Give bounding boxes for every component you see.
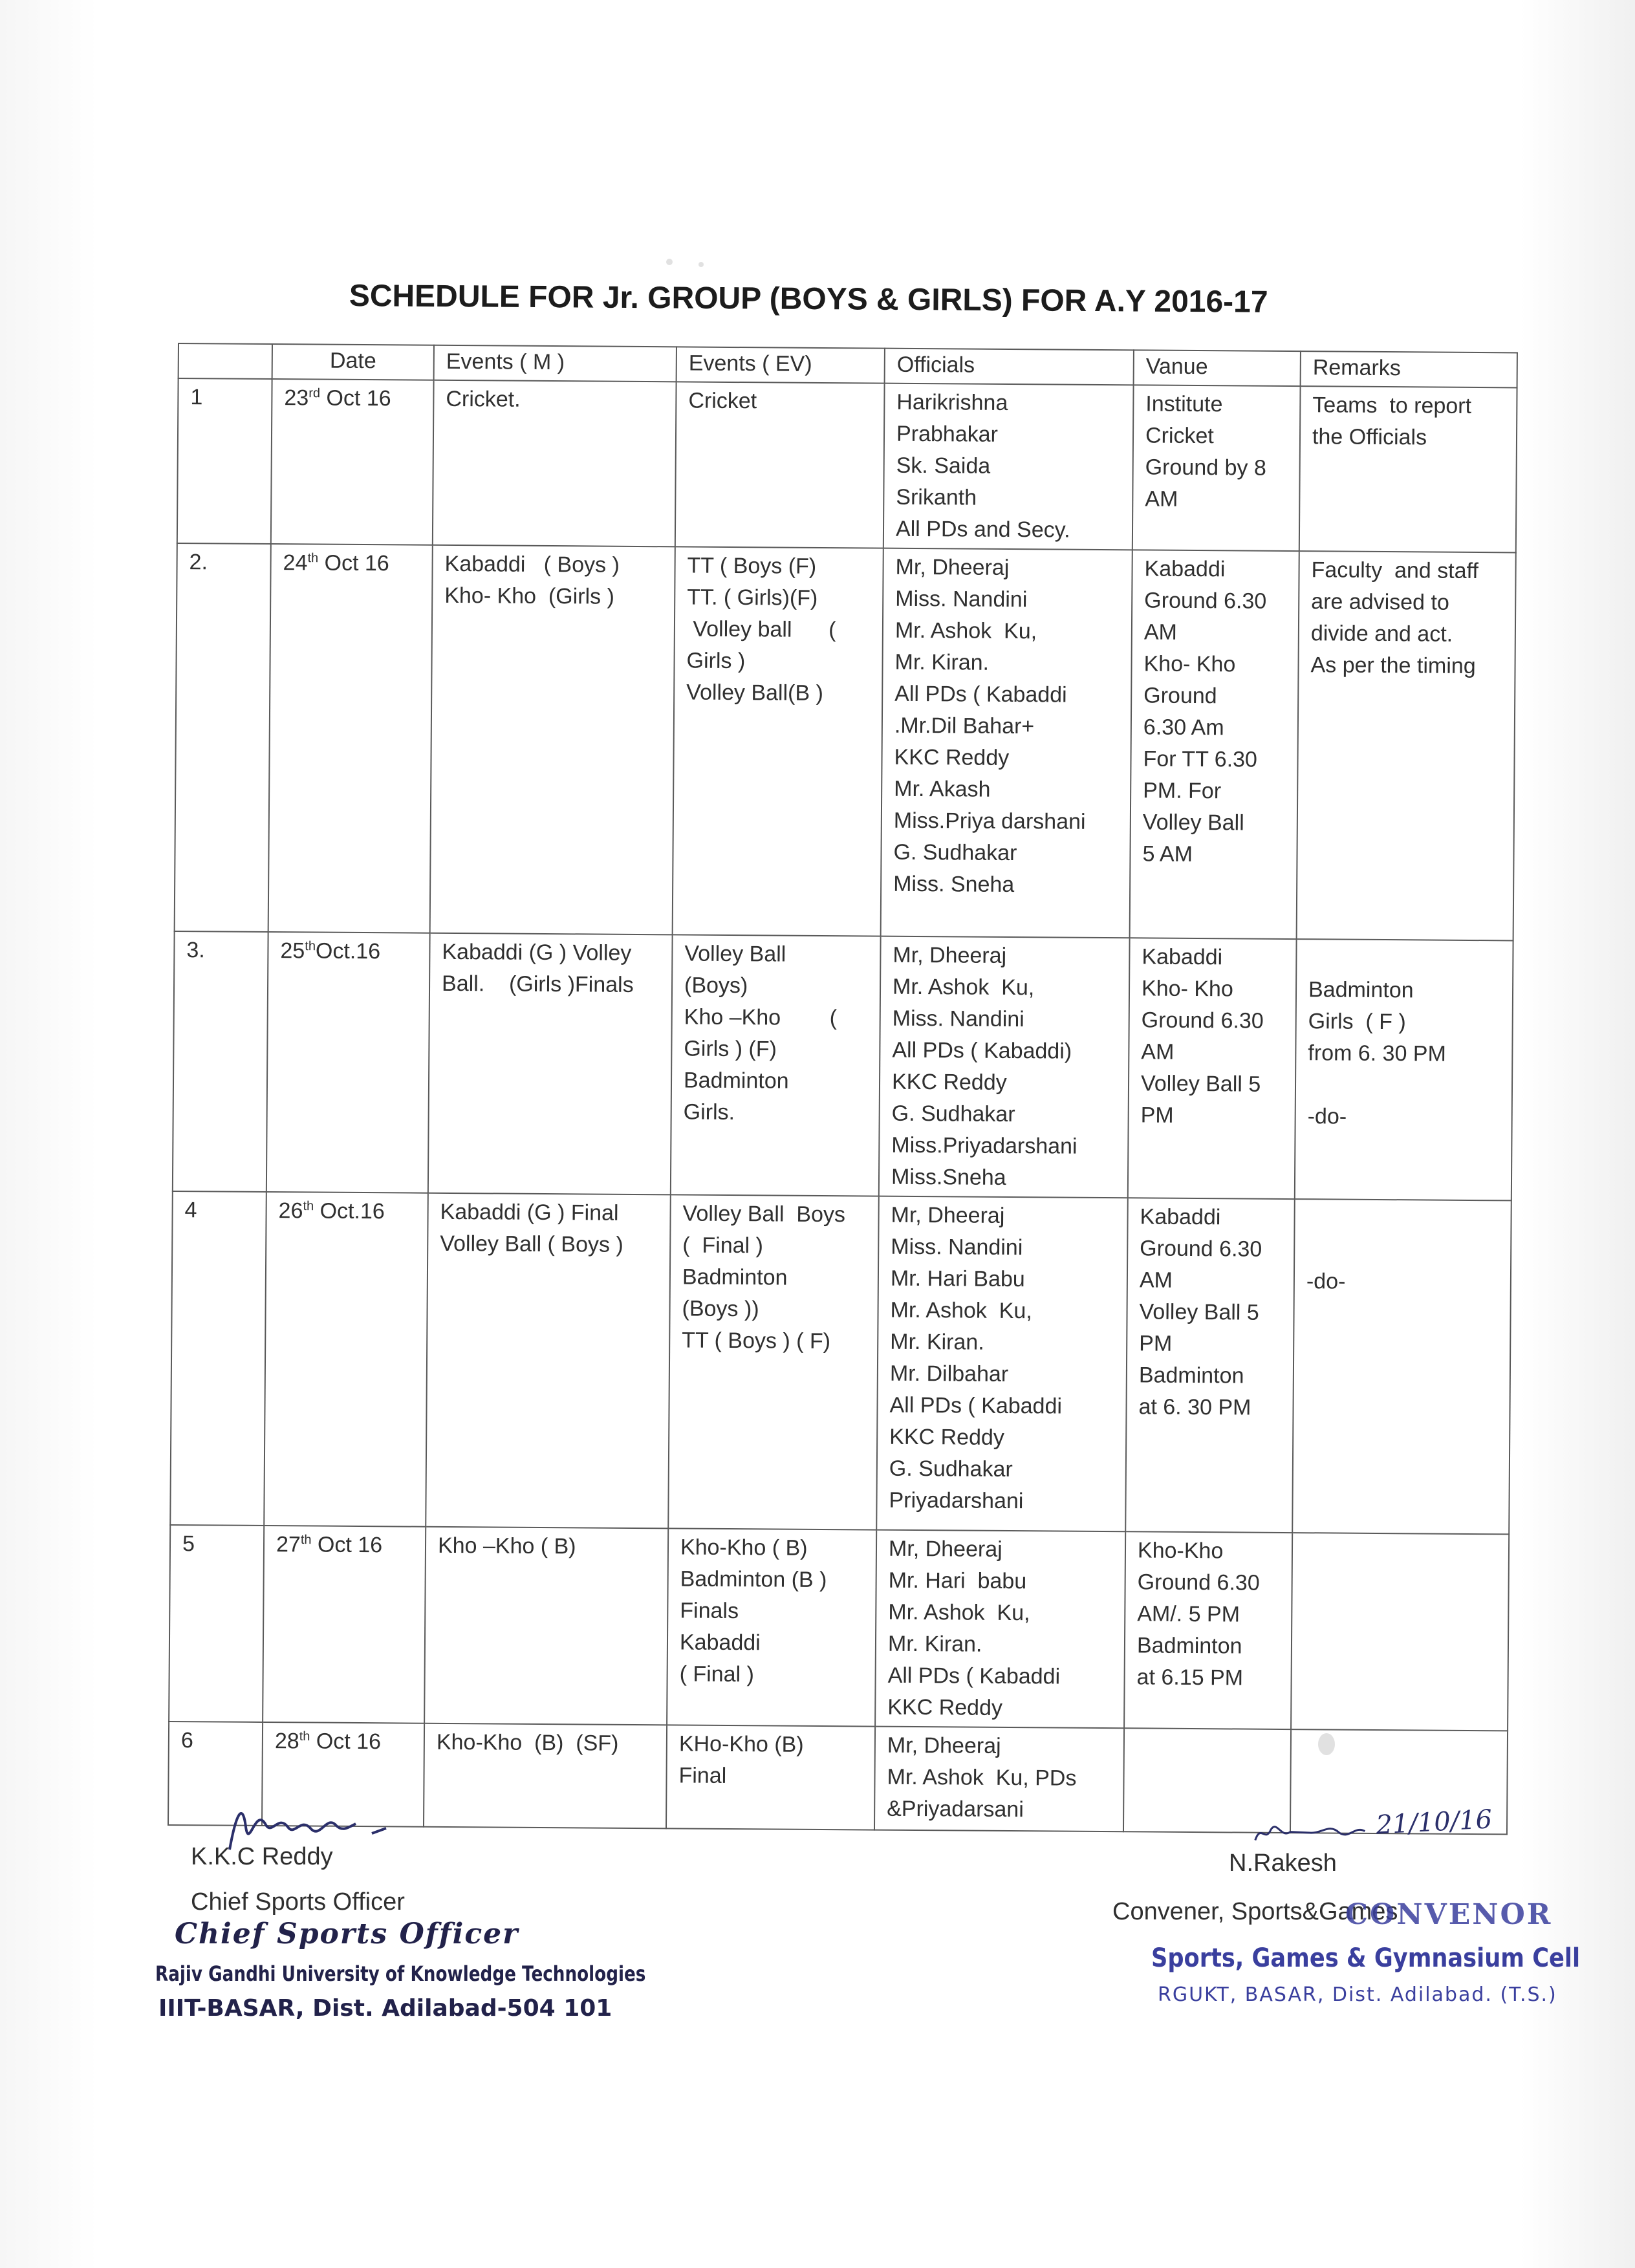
signature-n-rakesh: [1251, 1811, 1369, 1850]
cell-line: Mr. Akash: [894, 776, 991, 802]
cell-line: at 6. 30 PM: [1138, 1394, 1251, 1420]
date-suffix: th: [307, 551, 319, 566]
cell-date: [263, 1526, 426, 1723]
cell-line: Mr, Dheeraj: [893, 942, 1007, 968]
cell-events-m: [424, 1527, 668, 1725]
cell-line: divide and act.: [1310, 621, 1453, 647]
header-venue: Vanue: [1134, 350, 1301, 386]
cell-line: Kho- Kho (Girls ): [444, 583, 615, 609]
cell-line: As per the timing: [1310, 653, 1476, 679]
cell-officials: [876, 1196, 1128, 1532]
cell-date: [268, 544, 433, 933]
cell-line: G. Sudhakar: [889, 1456, 1013, 1482]
cell-events-m: [430, 545, 675, 935]
cell-line: All PDs ( Kabaddi: [894, 681, 1067, 707]
cell-line: [1308, 942, 1500, 975]
cell-remarks: [1297, 551, 1516, 940]
cell-line: Badminton: [683, 1068, 789, 1094]
cell-line: Teams to report: [1312, 393, 1472, 418]
cell-line: (Boys )): [682, 1296, 759, 1322]
cell-line: Mr. Ashok Ku,: [892, 974, 1035, 1000]
cell-line: &Priyadarsani: [887, 1796, 1024, 1822]
date-suffix: th: [299, 1729, 310, 1744]
cell-line: the Officials: [1312, 424, 1427, 450]
cell-line: Girls.: [683, 1099, 735, 1125]
date-month-year: Oct 16: [318, 550, 389, 576]
cell-line: Kho –Kho (: [684, 1004, 838, 1031]
cell-line: Kho-Kho (B) (SF): [436, 1729, 619, 1756]
date-day: 26: [278, 1198, 303, 1224]
cell-line: AM: [1141, 1039, 1175, 1064]
cell-events-m: [426, 1193, 671, 1529]
header-events-ev: Events ( EV): [677, 347, 885, 383]
cell-officials: [881, 548, 1132, 938]
cell-line: AM: [1139, 1268, 1173, 1293]
cell-remarks: [1291, 1533, 1509, 1731]
cell-line: Mr. Ashok Ku,: [894, 618, 1037, 644]
cell-line: Kabaddi (G ) Volley: [442, 939, 632, 966]
cell-line: For TT 6.30: [1143, 746, 1258, 772]
cell-line: Mr, Dheeraj: [887, 1733, 1001, 1758]
cell-date: [266, 932, 430, 1193]
cell-venue: [1132, 385, 1301, 551]
signatory-right-name: N.Rakesh: [1229, 1850, 1337, 1877]
cell-line: Ground 6.30: [1140, 1236, 1262, 1262]
header-events-m: Events ( M ): [434, 345, 677, 382]
cell-sno: 3.: [173, 931, 268, 1192]
cell-line: All PDs ( Kabaddi: [889, 1392, 1063, 1419]
cell-line: All PDs and Secy.: [895, 516, 1070, 543]
cell-line: -do-: [1307, 1104, 1347, 1129]
cell-line: G. Sudhakar: [893, 839, 1017, 866]
header-sno: [179, 343, 272, 379]
cell-line: Kho- Kho: [1143, 651, 1236, 677]
cell-line: KKC Reddy: [887, 1694, 1003, 1720]
table-row: [175, 543, 1516, 940]
cell-line: Faculty and staff: [1311, 557, 1479, 584]
cell-line: G. Sudhakar: [891, 1101, 1015, 1127]
cell-line: PM: [1140, 1103, 1174, 1128]
cell-sno: 5: [169, 1525, 264, 1722]
cell-events-ev: [667, 1528, 876, 1726]
cell-line: Institute: [1145, 391, 1223, 417]
cell-line: Final: [678, 1763, 727, 1788]
schedule-table: [168, 343, 1518, 1835]
cell-line: Mr, Dheeraj: [888, 1536, 1002, 1562]
cell-line: Mr. Hari Babu: [890, 1266, 1025, 1292]
cell-line: All PDs ( Kabaddi): [892, 1037, 1072, 1064]
cell-line: (Boys): [684, 973, 748, 999]
cell-line: Sk. Saida: [896, 453, 991, 479]
cell-line: Kho-Kho ( B): [680, 1535, 808, 1561]
cell-remarks: [1295, 939, 1513, 1200]
cell-line: KKC Reddy: [894, 744, 1010, 770]
table-row: [170, 1191, 1511, 1534]
date-month-year: Oct.16: [315, 938, 381, 964]
header-officials: Officials: [885, 349, 1134, 385]
cell-line: Mr. Ashok Ku,: [888, 1599, 1030, 1626]
cell-line: Girls ): [686, 648, 746, 674]
cell-line: Kho –Kho ( B): [437, 1533, 576, 1559]
cell-sno: 2.: [175, 543, 271, 932]
date-day: 24: [283, 550, 308, 576]
cell-line: TT. ( Girls)(F): [687, 585, 818, 610]
cell-sno: 4: [170, 1191, 266, 1526]
cell-line: Ball. (Girls )Finals: [441, 971, 634, 997]
cell-events-ev: [671, 934, 881, 1196]
cell-sno: 6: [168, 1722, 263, 1826]
cell-line: Kho- Kho: [1141, 976, 1233, 1002]
date-day: 25: [280, 938, 305, 964]
cell-line: Mr. Dilbahar: [889, 1361, 1009, 1387]
cell-line: Mr. Kiran.: [894, 649, 990, 675]
cell-officials: [879, 936, 1130, 1198]
cell-line: Srikanth: [896, 484, 977, 510]
cell-line: Miss. Sneha: [893, 871, 1015, 898]
date-day: 28: [274, 1729, 299, 1754]
cell-line: Mr. Kiran.: [890, 1329, 984, 1355]
cell-line: Ground 6.30: [1144, 588, 1267, 614]
cell-line: Priyadarshani: [889, 1487, 1024, 1514]
cell-venue: [1124, 1531, 1292, 1729]
table-row: [169, 1525, 1509, 1731]
cell-line: Girls ( F ): [1308, 1009, 1406, 1035]
table-body: [168, 378, 1517, 1834]
header-remarks: Remarks: [1301, 351, 1517, 387]
cell-line: Miss.Sneha: [891, 1164, 1006, 1190]
cell-line: Kabaddi: [1142, 944, 1223, 970]
cell-line: Mr. Ashok Ku, PDs: [887, 1764, 1077, 1791]
cell-line: Girls ) (F): [684, 1036, 777, 1062]
cell-line: Finals: [680, 1598, 739, 1624]
cell-line: Volley Ball ( Boys ): [440, 1231, 623, 1257]
cell-events-ev: [673, 546, 883, 936]
cell-line: Kabaddi (G ) Final: [440, 1199, 619, 1226]
cell-line: 6.30 Am: [1143, 715, 1224, 740]
cell-line: Volley Ball Boys: [682, 1201, 846, 1227]
date-suffix: rd: [309, 386, 321, 401]
cell-events-ev: [675, 382, 885, 548]
cell-events-ev: [668, 1194, 879, 1529]
cell-line: Kabaddi: [1144, 556, 1226, 582]
table-row: [177, 378, 1517, 552]
cell-line: KKC Reddy: [891, 1069, 1007, 1095]
cell-line: Miss.Priyadarshani: [891, 1132, 1077, 1159]
cell-line: Prabhakar: [896, 421, 999, 447]
cell-line: from 6. 30 PM: [1308, 1041, 1447, 1066]
cell-line: PM. For: [1143, 778, 1222, 804]
cell-line: Ground by 8: [1145, 455, 1266, 481]
date-suffix: th: [303, 1199, 314, 1214]
stamp-right-line1: CONVENOR: [1345, 1898, 1553, 1931]
stamp-left-line2: Rajiv Gandhi University of Knowledge Technologies: [155, 1961, 646, 1986]
date-month-year: Oct.16: [314, 1198, 385, 1224]
stamp-left-line1: Chief Sports Officer: [175, 1917, 519, 1950]
cell-line: Ground 6.30: [1137, 1570, 1260, 1595]
cell-line: KKC Reddy: [889, 1424, 1004, 1450]
scan-speck: [698, 262, 704, 267]
cell-line: Badminton: [1138, 1363, 1244, 1388]
date-day: 27: [276, 1532, 301, 1557]
cell-line: Miss. Nandini: [895, 586, 1028, 612]
cell-line: Kabaddi: [679, 1630, 761, 1656]
cell-events-m: [424, 1723, 667, 1829]
date-day: 23: [284, 385, 309, 411]
table-row: [173, 931, 1513, 1200]
cell-officials: [875, 1530, 1125, 1729]
cell-line: [1306, 1234, 1499, 1267]
cell-venue: [1125, 1198, 1295, 1533]
cell-line: Miss. Nandini: [891, 1234, 1023, 1260]
cell-line: Volley Ball 5: [1140, 1071, 1261, 1097]
cell-line: TT ( Boys (F): [687, 553, 817, 579]
cell-line: AM: [1145, 486, 1178, 512]
cell-line: ( Final ): [679, 1661, 755, 1687]
cell-line: Cricket: [1145, 423, 1214, 449]
cell-venue: [1128, 938, 1297, 1199]
cell-line: Miss.Priya darshani: [893, 808, 1086, 834]
cell-line: ( Final ): [682, 1233, 764, 1258]
cell-remarks: [1292, 1199, 1511, 1534]
cell-line: at 6.15 PM: [1136, 1665, 1244, 1690]
cell-date: [264, 1192, 428, 1527]
cell-line: Badminton (B ): [680, 1566, 827, 1593]
cell-remarks: [1299, 386, 1517, 552]
cell-line: Miss. Nandini: [892, 1006, 1024, 1032]
cell-line: Badminton: [1308, 977, 1414, 1003]
signatory-left-name: K.K.C Reddy: [191, 1843, 333, 1870]
cell-line: Volley ball (: [686, 616, 836, 643]
stamp-right-line2: Sports, Games & Gymnasium Cell: [1151, 1943, 1581, 1973]
stamp-left-line3: IIIT-BASAR, Dist. Adilabad-504 101: [158, 1995, 612, 2022]
cell-line: Mr, Dheeraj: [891, 1202, 1005, 1228]
cell-line: Harikrishna: [896, 389, 1008, 415]
date-suffix: th: [300, 1533, 312, 1548]
cell-line: Mr. Kiran.: [887, 1631, 982, 1657]
date-suffix: th: [305, 939, 316, 954]
scan-speck: [666, 259, 673, 265]
cell-line: Kabaddi: [1140, 1204, 1221, 1230]
cell-line: .Mr.Dil Bahar+: [894, 713, 1035, 739]
cell-line: PM: [1139, 1331, 1173, 1356]
cell-sno: 1: [177, 378, 272, 544]
cell-line: Volley Ball 5: [1139, 1299, 1259, 1325]
cell-line: Volley Ball(B ): [686, 680, 824, 706]
handwritten-date-text: 21/10/16: [1375, 1804, 1493, 1841]
cell-line: TT ( Boys ) ( F): [682, 1328, 831, 1354]
signatory-left-title: Chief Sports Officer: [191, 1888, 405, 1916]
cell-line: Mr. Ashok Ku,: [890, 1297, 1032, 1324]
cell-events-m: [428, 933, 673, 1195]
cell-line: 5 AM: [1142, 841, 1193, 867]
cell-line: AM: [1143, 620, 1178, 645]
date-month-year: Oct 16: [310, 1729, 382, 1755]
cell-venue: [1130, 550, 1299, 939]
cell-line: Kabaddi ( Boys ): [444, 551, 620, 578]
cell-officials: [883, 383, 1134, 550]
cell-line: Badminton: [682, 1264, 788, 1290]
cell-line: Badminton: [1136, 1633, 1242, 1659]
cell-line: [1308, 1069, 1500, 1102]
cell-officials: [874, 1727, 1124, 1832]
cell-line: Ground 6.30: [1141, 1008, 1264, 1033]
cell-line: are advised to: [1311, 589, 1449, 615]
cell-line: Volley Ball: [684, 941, 786, 967]
cell-date: [271, 379, 434, 545]
cell-line: Volley Ball: [1142, 810, 1244, 836]
cell-events-m: [433, 380, 677, 547]
signatory-right-title: Convener, Sports&Games: [1112, 1898, 1398, 1925]
cell-line: Cricket: [688, 388, 757, 414]
date-month-year: Oct 16: [311, 1532, 383, 1558]
cell-line: Ground: [1143, 683, 1217, 709]
cell-line: Mr, Dheeraj: [895, 554, 1010, 580]
cell-line: AM/. 5 PM: [1137, 1601, 1240, 1627]
cell-line: [1306, 1202, 1499, 1235]
stamp-right-line3: RGUKT, BASAR, Dist. Adilabad. (T.S.): [1158, 1983, 1557, 2006]
date-month-year: Oct 16: [319, 385, 391, 411]
cell-line: Mr. Hari babu: [888, 1568, 1027, 1594]
cell-events-ev: [666, 1725, 875, 1830]
cell-line: Kho-Kho: [1137, 1538, 1224, 1564]
cell-line: All PDs ( Kabaddi: [887, 1663, 1061, 1689]
cell-line: -do-: [1306, 1269, 1346, 1294]
header-date: Date: [272, 344, 434, 380]
cell-line: KHo-Kho (B): [678, 1731, 804, 1757]
schedule-table-wrapper: [168, 343, 1517, 1835]
document-title: SCHEDULE FOR Jr. GROUP (BOYS & GIRLS) FOR A.Y 2016-17: [349, 278, 1268, 319]
cell-line: Cricket.: [446, 386, 521, 412]
